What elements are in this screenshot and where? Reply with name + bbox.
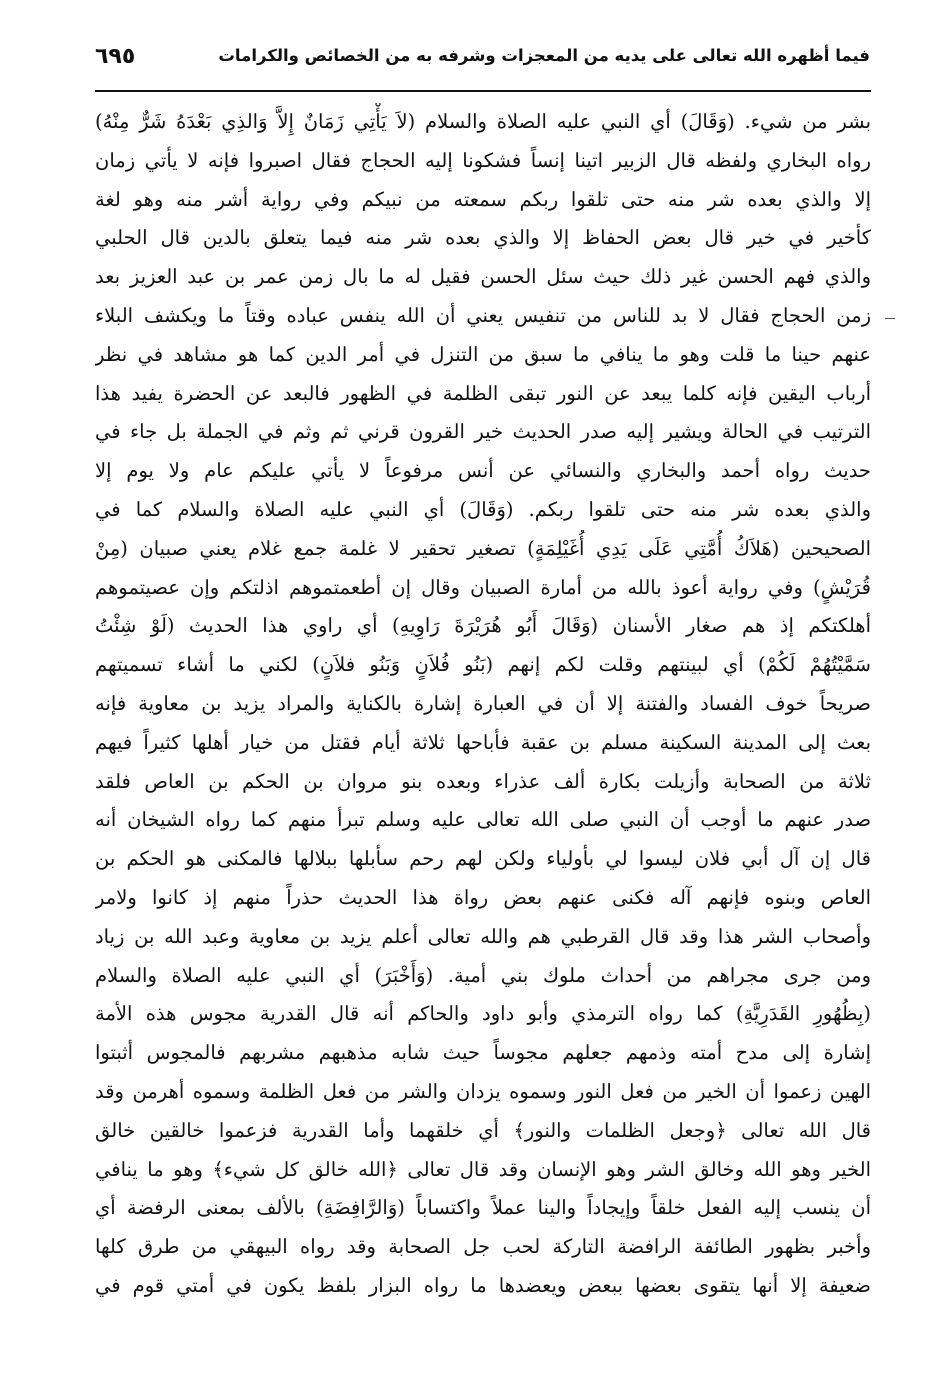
text-line: بعث إلى المدينة السكينة مسلم بن عقبة فأباحها ثلاثة أيام فقتل من خيار أهلها كثيراً فيهم — [95, 730, 871, 754]
text-line: حديث رواه أحمد والبخاري والنسائي عن أنس مرفوعاً لا يأتي عليكم عام ولا يوم إلا — [95, 459, 871, 483]
body-text — [95, 103, 871, 1306]
running-title: فيما أظهره الله تعالى على يديه من المعجزات وشرفه به من الخصائص والكرامات — [218, 46, 870, 65]
text-line: الهين زعموا أن الخير من فعل النور وسموه يزدان والشر من فعل الظلمة وسموه أهرمن وقد — [95, 1079, 871, 1103]
text-line: عنهم حينا ما قلت وهو ما ينافي ما سبق من التنزل في أمر الدين كما هو مشاهد في نظر — [95, 342, 871, 366]
text-line: إشارة إلى مدح أمته وذمهم جعلهم مجوساً حيث شابه مذهبهم مشربهم فالمجوس أثبتوا — [95, 1041, 871, 1065]
text-line: ضعيفة إلا أنها يتقوى بعضها ببعض ويعضدها ما رواه البزار بلفظ يكون في أمتي قوم في — [95, 1273, 871, 1297]
page-number: ٦٩٥ — [95, 44, 136, 69]
page-header — [95, 42, 870, 82]
text-line: وأخبر بظهور الطائفة الرافضة التاركة لحب جل الصحابة وقد رواه البيهقي من طرق كلها — [95, 1235, 871, 1259]
text-line: بشر من شيء. (وَقَالَ) أي النبي عليه الصلاة والسلام (لاَ يَأْتِي زَمَانٌ إِلاَّ وَالذِي بَعْدَهُ شَرٌّ مِنْهُ) — [95, 110, 871, 133]
text-line: كأخير في خير قال بعض الحفاظ إلا والذي بعده شر منه فيما يتعلق بالدين قال الحلبي — [95, 226, 871, 250]
text-line: إلا والذي بعده شر منه حتى تلقوا ربكم سمعته من نبيكم وفي رواية أشر منه وهو لغة — [95, 187, 871, 211]
text-line: العاص وبنوه فإنهم آله فكنى عنهم بعض رواة هذا الحديث حذراً منهم إذ كانوا ولامر — [95, 885, 871, 909]
text-line: رواه البخاري ولفظه قال الزبير اتينا إنساً فشكونا إليه الحجاج فقال اصبروا فإنه لا يأتي زمان — [95, 148, 871, 172]
text-line: ثلاثة من الصحابة وأزيلت بكارة ألف عذراء وبعده بنو مروان بن الحكم بن العاص فلقد — [95, 769, 871, 793]
text-line: سَمَّيْتُهُمْ لَكُمْ) أي لبينتهم وقلت لكم إنهم (بَنُو فُلاَنٍ وَبَنُو فلاَنٍ) لكني ما أشاء تسميتهم — [95, 653, 871, 677]
text-line: والذي بعده شر منه حتى تلقوا ربكم. (وَقَالَ) أي النبي عليه الصلاة والسلام كما في — [95, 497, 871, 521]
text-line: زمن الحجاج فقال لا بد للناس من تنفيس يعني أن الله ينفس عباده وقتاً ما ويكشف البلاء — [95, 303, 871, 327]
text-line: صريحاً خوف الفساد والفتنة إلا أن في العبارة إشارة بالكناية والمراد يزيد بن معاوية فإنه — [95, 691, 871, 715]
text-line: الصحيحين (هَلاَكُ أُمَّتِي عَلَى يَدِي أُغَيْلِمَةٍ) تصغير تحقير لا غلمة جمع غلام يعني صبيان (مِنْ — [95, 536, 871, 560]
text-line: وأصحاب الشر هذا وقد قال القرطبي هم والله تعالى أعلم يزيد بن معاوية وعبد الله بن زياد — [95, 924, 871, 948]
text-line: قُرَيْشٍ) وفي رواية أعوذ بالله من أمارة الصبيان وقال إن أطعمتموهم اذلتكم وإن عصيتموهم — [95, 575, 871, 599]
header-divider — [95, 90, 871, 92]
text-line: الخير وهو الله وخالق الشر وهو الإنسان وقد قال تعالى ﴿الله خالق كل شيء﴾ وهو ما ينافي — [95, 1157, 871, 1181]
text-line: ومن جرى مجراهم من أحداث ملوك بني أمية. (وَأَخْبَرَ) أي النبي عليه الصلاة والسلام — [95, 963, 871, 987]
text-line: قال إن آل أبي فلان ليسوا لي بأولياء ولكن لهم رحم سأبلها ببلالها فالمكنى هو الحكم بن — [95, 847, 871, 871]
text-line: أهلكتكم إذ هم صغار الأسنان (وَقَالَ أَبُو هُرَيْرَةَ رَاوِيهِ) أي راوي هذا الحديث (لَوْ شِئْتُ — [95, 614, 871, 638]
text-line: صدر عنهم ما أوجب أن النبي صلى الله تعالى عليه وسلم تبرأ منهم كما رواه الشيخان أنه — [95, 808, 871, 832]
text-line: الترتيب في الحالة ويشير إليه صدر الحديث خير القرون قرني ثم وثم في الجملة بل جاء في — [95, 420, 871, 444]
text-line: قال الله تعالى ﴿وجعل الظلمات والنور﴾ أي خلقهما وأما القدرية فزعموا خالقين خالق — [95, 1118, 871, 1142]
text-line: أن ينسب إليه الفعل خلقاً وإيجاداً والينا عملاً واكتساباً (وَالرَّافِضَةِ) بالألف بمعنى الرفضة أي — [95, 1196, 871, 1220]
margin-mark — [885, 318, 895, 319]
text-line: والذي فهم الحسن غير ذلك حيث سئل الحسن فقيل له ما بال زمن عمر بن عبد العزيز بعد — [95, 265, 871, 289]
text-line: (بِظُهُورِ القَدَرِيَّةِ) كما رواه الترمذي وأبو داود والحاكم أنه قال القدرية مجوس هذه الأمة — [95, 1002, 871, 1026]
text-line: أرباب اليقين فإنه كلما يبعد عن النور تبقى الظلمة في الظهور فالبعد عن الحضرة يفيد هذا — [95, 381, 871, 405]
